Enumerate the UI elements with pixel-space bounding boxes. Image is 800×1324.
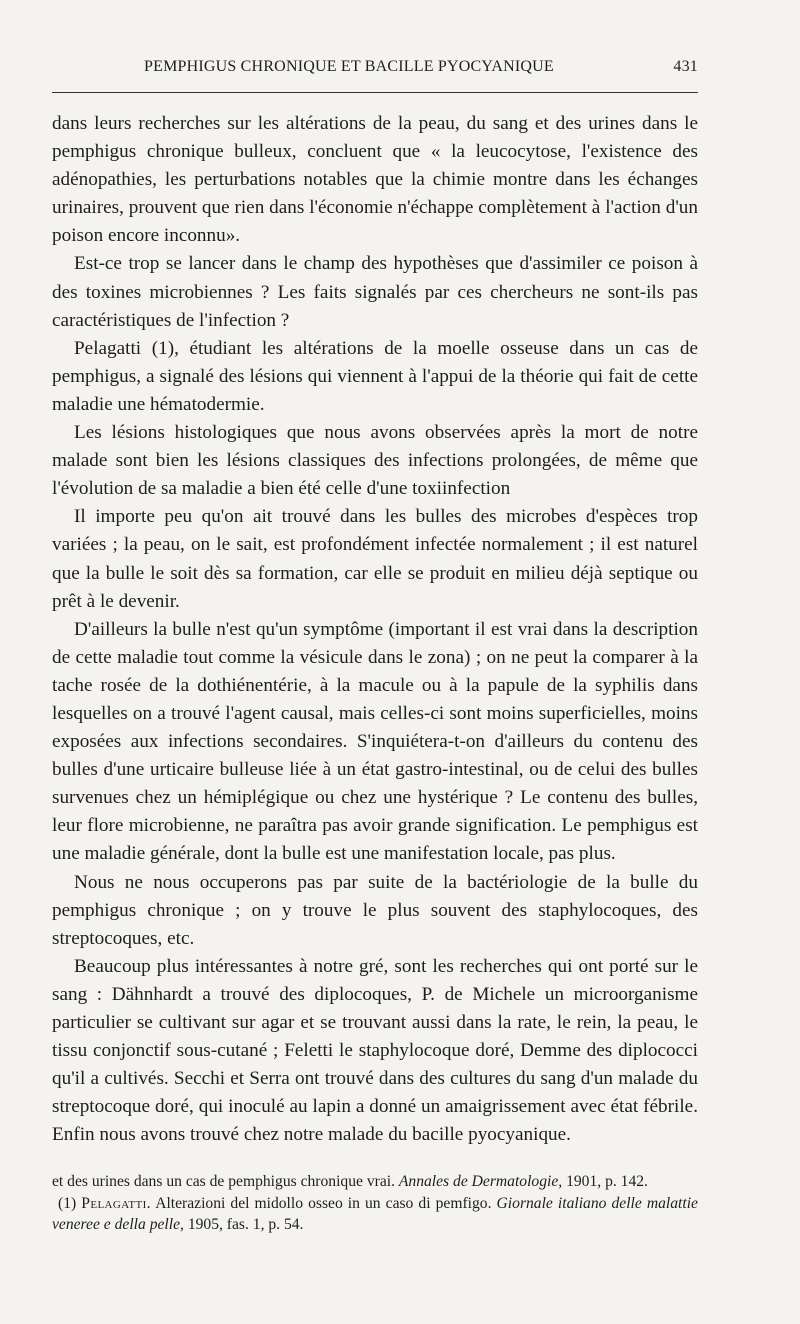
footnote-text: Alterazioni del midollo osseo in un caso di pemfigo. [155, 1194, 492, 1212]
footnote-journal: Giornale italiano delle malattie veneree e della pelle, [52, 1194, 698, 1234]
footnote-1 [52, 1193, 698, 1236]
paragraph: Est-ce trop se lancer dans le champ des hypothèses que d'assimiler ce poison à des toxines microbiennes ? Les faits signalés par ces chercheurs ne sont-ils pas caractéristiques de l'infection ? [52, 253, 698, 331]
running-header [52, 56, 698, 82]
footnotes [52, 1171, 698, 1236]
footnote-author: Pelagatti. [81, 1194, 151, 1212]
paragraph: dans leurs recherches sur les altérations de la peau, du sang et des urines dans le pemphigus chronique bulleux, concluent que « la leucocytose, l'existence des adénopathies, les perturbations notables que la chimie montre dans les échanges urinaires, prouvent que rien dans l'économie n'échappe complètement à l'action d'un poison encore inconnu». [52, 113, 698, 247]
footnote-reference: 1905, fas. 1, p. 54. [187, 1216, 304, 1234]
paragraph: Nous ne nous occuperons pas par suite de la bactériologie de la bulle du pemphigus chronique ; on y trouve le plus souvent des staphylocoques, des streptocoques, etc. [52, 871, 698, 949]
paragraph: Les lésions histologiques que nous avons observées après la mort de notre malade sont bien les lésions classiques des infections prolongées, de même que l'évolution de sa maladie a bien été celle d'une toxiinfection [52, 422, 698, 500]
header-rule [52, 92, 698, 93]
footnote-reference: 1901, p. 142. [566, 1173, 648, 1191]
paragraph: D'ailleurs la bulle n'est qu'un symptôme (important il est vrai dans la description de cette maladie tout comme la vésicule dans le zona) ; on ne peut la comparer à la tache rosée de la dothiénentérie, à la macule ou à la papule de la syphilis dans lesquelles on a trouvé l'agent causal, mais celles-ci sont moins superficielles, moins exposées aux infections secondaires. S'inquiétera-t-on d'ailleurs du contenu des bulles d'une urticaire bulleuse liée à un état gastro-intestinal, ou de celui des bulles survenues chez un hémiplégique ou chez une hystérique ? Le contenu des bulles, leur flore microbienne, ne paraîtra pas avoir grande signification. Le pemphigus est une maladie générale, dont la bulle est une manifestation locale, pas plus. [52, 618, 698, 865]
main-text [52, 110, 698, 1149]
footnote-journal: Annales de Dermatologie, [398, 1173, 563, 1191]
page-number: 431 [673, 58, 698, 75]
footnote-continuation [52, 1171, 698, 1193]
book-page [52, 56, 698, 1236]
paragraph: Pelagatti (1), étudiant les altérations de la moelle osseuse dans un cas de pemphigus, a signalé des lésions qui viennent à l'appui de la théorie qui fait de cette maladie une hématodermie. [52, 337, 698, 415]
paragraph: Il importe peu qu'on ait trouvé dans les bulles des microbes d'espèces trop variées ; la peau, on le sait, est profondément infectée normalement ; il est naturel que la bulle le soit dès sa formation, car elle se produit en milieu déjà septique ou prêt à le devenir. [52, 506, 698, 612]
footnote-text: et des urines dans un cas de pemphigus chronique vrai. [52, 1173, 395, 1191]
paragraph: Beaucoup plus intéressantes à notre gré, sont les recherches qui ont porté sur le sang : Dähnhardt a trouvé des diplocoques, P. de Michele un microorganisme particulier se cultivant sur agar et se trouvant aussi dans la rate, le rein, la peau, le tissu conjonctif sous-cutané ; Feletti le staphylocoque doré, Demme des diplococci qu'il a cultivés. Secchi et Serra ont trouvé dans des cultures du sang d'un malade du streptocoque doré, qui inoculé au lapin a donné un amaigrissement avec état fébrile. Enfin nous avons trouvé chez notre malade du bacille pyocyanique. [52, 955, 698, 1146]
footnote-marker: (1) [58, 1194, 77, 1212]
running-title: PEMPHIGUS CHRONIQUE ET BACILLE PYOCYANIQUE [144, 58, 554, 75]
